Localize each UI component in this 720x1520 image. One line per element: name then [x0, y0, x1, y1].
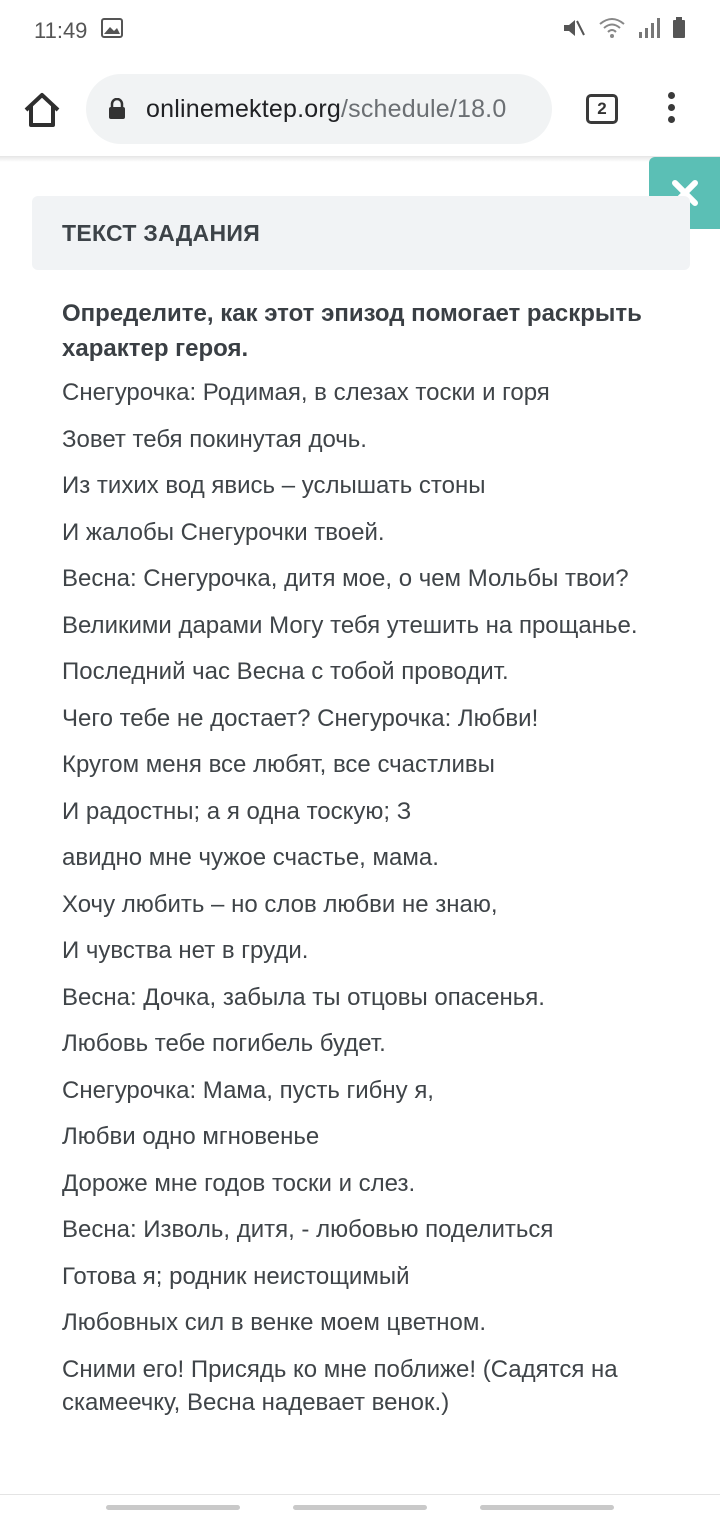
- mute-icon: [562, 17, 586, 45]
- text-line: Из тихих вод явись – услышать стоны: [62, 472, 486, 499]
- menu-dot-icon: [668, 116, 675, 123]
- status-bar: [0, 0, 720, 62]
- text-line: Зовет тебя покинутая дочь.: [62, 425, 367, 453]
- url-host: onlinemektep.org: [146, 94, 341, 123]
- text-line: Чего тебе не достает? Снегурочка: Любви!: [62, 704, 539, 732]
- task-question: Определите, как этот эпизод помогает раскрыть характер героя.: [62, 300, 642, 362]
- home-icon: [22, 90, 62, 130]
- url-path: /schedule/18.0: [341, 94, 507, 123]
- text-line: Последний час Весна с тобой проводит.: [62, 658, 509, 685]
- navigation-bar: [0, 1494, 720, 1520]
- text-line: Дороже мне годов тоски и слез.: [62, 1169, 416, 1197]
- nav-recent-indicator[interactable]: [106, 1505, 240, 1510]
- text-line: Великими дарами Могу тебя утешить на прощанье.: [62, 611, 638, 639]
- text-line: И жалобы Снегурочки твоей.: [62, 518, 385, 546]
- home-button[interactable]: [22, 90, 62, 130]
- text-line: И радостны; а я одна тоскую; З: [62, 797, 412, 825]
- menu-dot-icon: [668, 92, 675, 99]
- address-bar[interactable]: [86, 74, 552, 144]
- text-line: Хочу любить – но слов любви не знаю,: [62, 890, 498, 918]
- wifi-icon: [598, 17, 626, 45]
- text-line: Любовных сил в венке моем цветном.: [62, 1309, 487, 1336]
- task-header: ТЕКСТ ЗАДАНИЯ: [32, 196, 690, 270]
- text-line: Сними его! Присядь ко мне поближе! (Садятся на скамеечку, Весна надевает венок.): [62, 1355, 618, 1416]
- text-line: Весна: Дочка, забыла ты отцовы опасенья.: [62, 983, 545, 1011]
- status-time: 11:49: [34, 18, 88, 43]
- nav-back-indicator[interactable]: [480, 1505, 614, 1510]
- text-line: Кругом меня все любят, все счастливы: [62, 751, 495, 778]
- text-line: Снегурочка: Мама, пусть гибну я,: [62, 1076, 434, 1104]
- tab-switcher-button[interactable]: 2: [586, 94, 618, 124]
- toolbar-divider: [0, 156, 720, 162]
- text-line: Любовь тебе погибель будет.: [62, 1030, 386, 1057]
- text-line: авидно мне чужое счастье, мама.: [62, 844, 439, 871]
- signal-icon: [638, 17, 660, 45]
- image-icon: [101, 18, 123, 44]
- text-line: Любви одно мгновенье: [62, 1123, 320, 1150]
- text-line: Весна: Снегурочка, дитя мое, о чем Мольбы твои?: [62, 565, 629, 592]
- text-line: Готова я; родник неистощимый: [62, 1262, 410, 1290]
- poem-lines: [62, 376, 652, 1419]
- nav-home-indicator[interactable]: [293, 1505, 427, 1510]
- task-content: [62, 296, 652, 1432]
- battery-icon: [672, 17, 686, 45]
- menu-button[interactable]: [664, 92, 678, 128]
- menu-dot-icon: [668, 104, 675, 111]
- text-line: И чувства нет в груди.: [62, 937, 309, 964]
- browser-toolbar: [0, 62, 720, 158]
- text-line: Весна: Изволь, дитя, - любовью поделиться: [62, 1216, 554, 1243]
- text-line: Снегурочка: Родимая, в слезах тоски и горя: [62, 379, 550, 406]
- lock-icon: [108, 98, 126, 120]
